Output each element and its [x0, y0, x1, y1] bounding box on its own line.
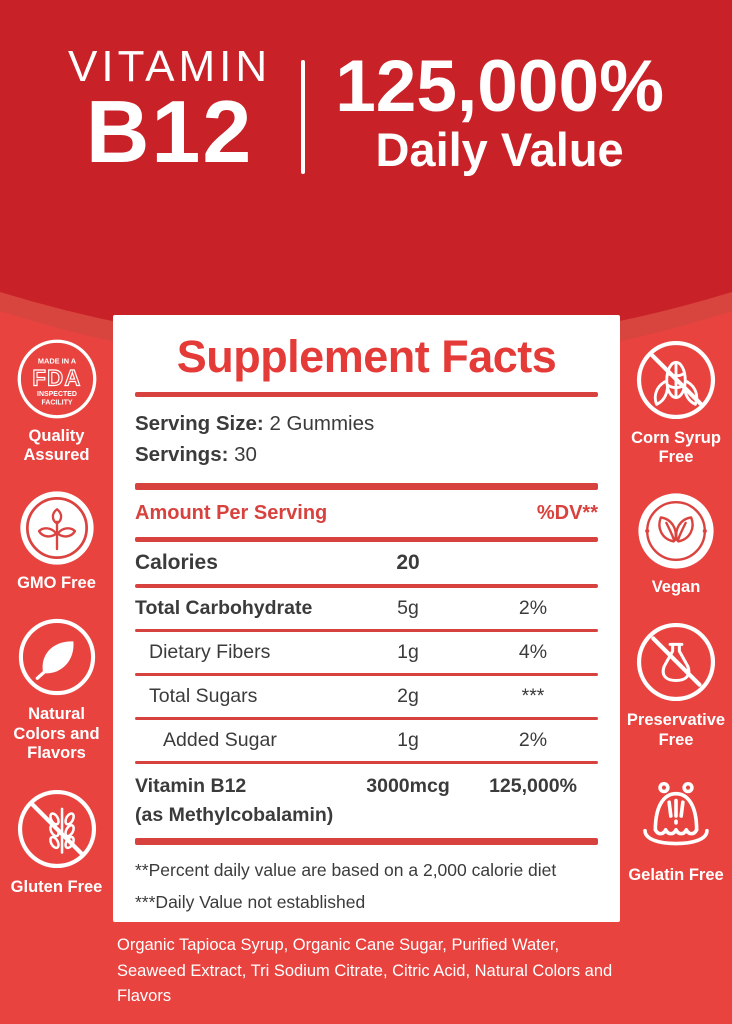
row-amount: 1g [397, 640, 419, 663]
servings-value: 30 [234, 443, 257, 466]
row-name: Added Sugar [163, 728, 277, 751]
svg-text:MADE IN A: MADE IN A [37, 356, 76, 366]
row-name: Dietary Fibers [149, 640, 271, 663]
row-dv: 4% [518, 640, 548, 663]
table-header-row [135, 490, 598, 537]
corn-icon [634, 338, 718, 422]
footnotes [135, 860, 598, 913]
svg-text:INSPECTED: INSPECTED [36, 391, 77, 399]
badge-label: Quality Assured [23, 427, 90, 465]
fda-seal-icon [16, 338, 98, 420]
header [0, 42, 732, 182]
row-name: Total Sugars [149, 684, 258, 707]
badge-label: GMO Free [17, 573, 96, 592]
svg-text:FDA: FDA [31, 365, 82, 391]
vegan-leaves-icon [636, 491, 716, 571]
serving-size-label: Serving Size: [135, 412, 264, 436]
gelatin-pudding-icon [633, 773, 719, 859]
badge-label: Preservative Free [626, 711, 726, 749]
row-amount: 1g [397, 728, 419, 751]
product-name [68, 42, 272, 182]
dv-header: %DV** [536, 501, 598, 524]
badge-label: Corn Syrup Free [631, 429, 721, 467]
row-dv: 2% [518, 596, 548, 619]
row-dv: 125,000% [489, 774, 577, 797]
table-row-total-carbohydrate [135, 588, 598, 629]
row-dv: 2% [518, 728, 548, 751]
badge-label: Gluten Free [10, 877, 103, 896]
row-name: Total Carbohydrate [135, 596, 313, 619]
table-row-dietary-fibers [135, 632, 598, 673]
row-dv: *** [521, 684, 545, 707]
ingredients-text: Organic Tapioca Syrup, Organic Cane Sugar, Purified Water, Seaweed Extract, Tri Sodium Citrate, Citric Acid, Natural Colors and Flavors [117, 936, 613, 1006]
badge-column-left [0, 338, 113, 897]
table-row-calories [135, 542, 598, 584]
servings-label: Servings: [135, 443, 229, 466]
gmo-plant-icon [18, 489, 96, 567]
badge-label: Vegan [651, 577, 701, 596]
natural-leaf-icon [16, 616, 98, 698]
row-name [135, 775, 348, 827]
badge-label: Natural Colors and Flavors [13, 705, 100, 763]
row-amount: 3000mcg [366, 774, 450, 797]
amount-per-serving-header: Amount Per Serving [135, 501, 328, 524]
row-name: Calories [135, 550, 218, 574]
servings-line [135, 440, 598, 471]
divider-thick [135, 838, 598, 845]
badge-preservative-free [620, 620, 732, 750]
serving-size-line [135, 409, 598, 440]
daily-value-label: Daily Value [375, 123, 624, 177]
footnote-percent-dv: **Percent daily value are based on a 2,000 calorie diet [135, 859, 557, 880]
serving-size-value: 2 Gummies [269, 412, 375, 436]
header-divider [301, 60, 305, 174]
badge-fda [0, 338, 113, 466]
row-amount: 2g [397, 684, 419, 707]
serving-info [135, 409, 598, 471]
badge-natural [0, 616, 113, 763]
product-name-line2: B12 [85, 82, 254, 182]
badge-vegan [620, 491, 732, 597]
badge-gluten-free [0, 787, 113, 897]
table-row-added-sugar [135, 720, 598, 761]
badge-label: Gelatin Free [628, 866, 724, 885]
vitamin-b12-name: Vitamin B12 [135, 774, 247, 797]
gluten-wheat-icon [15, 787, 99, 871]
svg-text:FACILITY: FACILITY [41, 399, 72, 407]
badge-gelatin-free [620, 773, 732, 885]
supplement-facts-card [113, 315, 620, 922]
preservative-flask-icon [634, 620, 718, 704]
row-amount: 5g [397, 596, 419, 619]
vitamin-b12-form: (as Methylcobalamin) [135, 803, 334, 826]
row-amount: 20 [396, 550, 420, 574]
divider-thick [135, 483, 598, 490]
daily-value-block [335, 46, 664, 177]
badge-gmo-free [0, 489, 113, 593]
divider [135, 392, 598, 397]
facts-title: Supplement Facts [176, 331, 557, 382]
daily-value-percent: 125,000% [335, 46, 664, 128]
footnote-dv-not-established: ***Daily Value not established [135, 891, 366, 912]
table-row-total-sugars [135, 676, 598, 717]
badge-column-right [620, 338, 732, 886]
badge-corn-syrup-free [620, 338, 732, 468]
table-row-vitamin-b12 [135, 764, 598, 838]
product-name-line1: VITAMIN [68, 42, 272, 91]
